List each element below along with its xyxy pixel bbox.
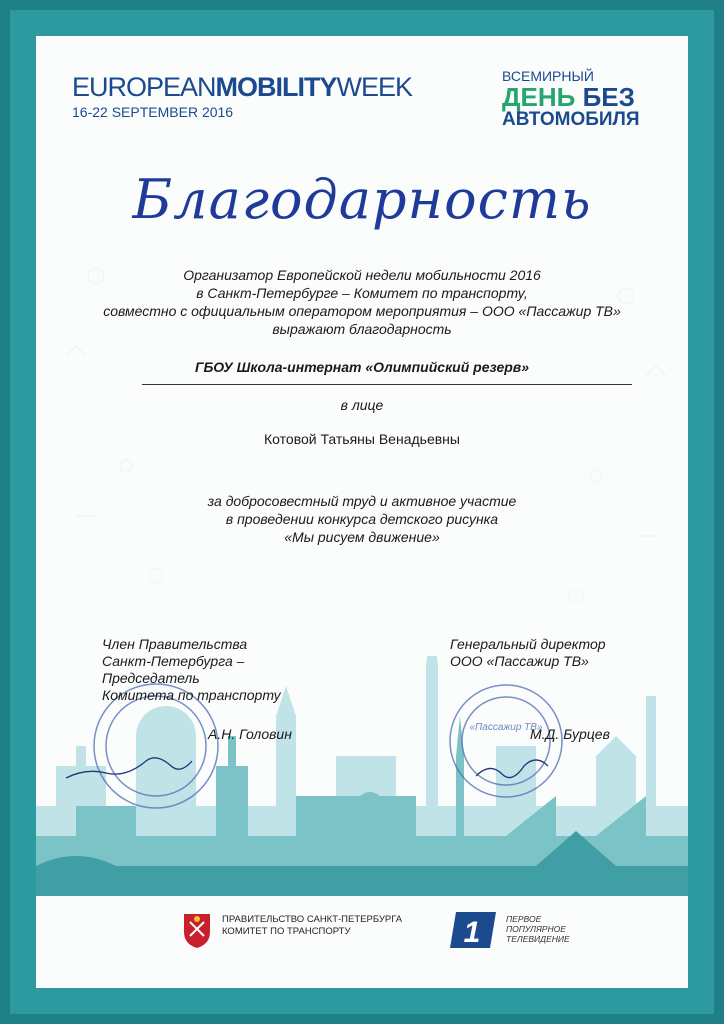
- org-line-2: в Санкт-Петербурге – Комитет по транспорту,: [196, 285, 528, 301]
- left-signatory-title: [102, 636, 332, 704]
- logo-digit: 1: [463, 916, 481, 949]
- tv-channel-footer-logo: [450, 908, 600, 957]
- world-car-free-day-logo: [502, 68, 672, 130]
- government-footer-logo: [182, 912, 442, 953]
- emw-dates: 16-22 SEPTEMBER 2016: [72, 104, 234, 120]
- left-title-line-4: Комитета по транспорту: [102, 687, 281, 703]
- org-line-3: совместно с официальным оператором мероприятия – ООО «Пассажир ТВ»: [103, 303, 621, 319]
- org-line-1: Организатор Европейской недели мобильности 2016: [183, 267, 541, 283]
- left-title-line-3: Председатель: [102, 670, 200, 686]
- reason-line-3: «Мы рисуем движение»: [284, 529, 440, 545]
- right-signatory-name: М.Д. Бурцев: [530, 726, 610, 742]
- first-popular-tv-logo-icon: [450, 908, 500, 952]
- certificate-title: Благодарность: [132, 168, 592, 231]
- footer-right-line3: ТЕЛЕВИДЕНИЕ: [506, 934, 570, 944]
- recipient-person: Котовой Татьяны Венадьевны: [264, 431, 460, 447]
- underline-divider: [142, 384, 632, 385]
- footer-right-line2: ПОПУЛЯРНОЕ: [506, 924, 566, 934]
- stamp-right-label: «Пассажир ТВ»: [469, 722, 543, 733]
- right-title-line-2: ООО «Пассажир ТВ»: [450, 653, 589, 669]
- in-person-label: в лице: [340, 397, 384, 413]
- left-signatory-name: А.Н. Головин: [208, 726, 292, 742]
- reason-line-2: в проведении конкурса детского рисунка: [225, 511, 499, 527]
- left-title-line-1: Член Правительства: [102, 636, 248, 652]
- certificate-paper: [36, 36, 688, 988]
- footer-right-line1: ПЕРВОЕ: [506, 914, 542, 924]
- emw-prefix: EUROPEAN: [72, 72, 216, 102]
- european-mobility-week-logo: [72, 72, 432, 120]
- day-line2-b: БЕЗ: [582, 82, 635, 112]
- left-title-line-2: Санкт-Петербурга –: [102, 653, 245, 669]
- organizer-text: [36, 266, 688, 338]
- right-title-line-1: Генеральный директор: [450, 636, 606, 652]
- day-line3: АВТОМОБИЛЯ: [502, 109, 640, 130]
- right-signatory-title: [450, 636, 670, 670]
- day-line1: ВСЕМИРНЫЙ: [502, 68, 594, 84]
- org-line-4: выражают благодарность: [272, 321, 452, 337]
- footer-left-line2: КОМИТЕТ ПО ТРАНСПОРТУ: [222, 926, 351, 937]
- emw-bold: MOBILITY: [215, 72, 337, 102]
- reason-line-1: за добросовестный труд и активное участие: [207, 493, 517, 509]
- emw-suffix: WEEK: [336, 72, 413, 102]
- day-line2-a: ДЕНЬ: [502, 82, 576, 112]
- footer-left-line1: ПРАВИТЕЛЬСТВО САНКТ-ПЕТЕРБУРГА: [222, 914, 403, 925]
- spb-coat-of-arms-icon: [182, 912, 212, 948]
- reason-text: [36, 492, 688, 546]
- recipient-organization: ГБОУ Школа-интернат «Олимпийский резерв»: [194, 359, 530, 375]
